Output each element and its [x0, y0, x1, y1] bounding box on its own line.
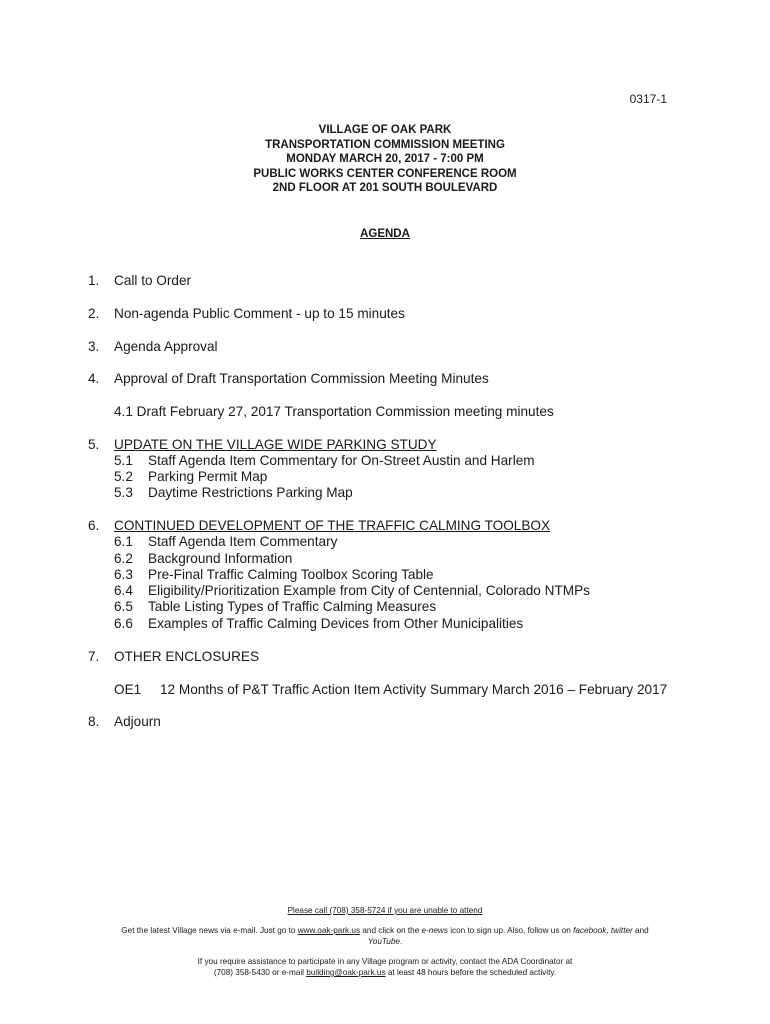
- item-number: 2.: [88, 306, 100, 321]
- meeting-header: [0, 123, 770, 196]
- news-line-2: [0, 936, 770, 947]
- subitem-text: Examples of Traffic Calming Devices from Other Municipalities: [148, 616, 524, 631]
- footer-news: [0, 925, 770, 947]
- subitem-number: 6.5: [114, 599, 133, 614]
- subitem-text: Table Listing Types of Traffic Calming Measures: [148, 599, 437, 614]
- twitter-text: twitter: [610, 926, 633, 935]
- news-text: Get the latest Village news via e-mail. Just go to: [121, 926, 298, 935]
- subitem-text: Eligibility/Prioritization Example from City of Centennial, Colorado NTMPs: [148, 583, 590, 598]
- item-text: Non-agenda Public Comment - up to 15 minutes: [114, 306, 405, 321]
- enclosure-text: 12 Months of P&T Traffic Action Item Activity Summary March 2016 – February 2017: [160, 682, 668, 697]
- item-text: UPDATE ON THE VILLAGE WIDE PARKING STUDY: [114, 437, 437, 452]
- subitem-text: Pre-Final Traffic Calming Toolbox Scoring Table: [148, 567, 434, 582]
- item-text: Call to Order: [114, 273, 192, 288]
- subitem-number: 6.2: [114, 551, 133, 566]
- item-text: Agenda Approval: [114, 339, 218, 354]
- header-line-3: MONDAY MARCH 20, 2017 - 7:00 PM: [286, 153, 484, 166]
- subitem-number: 5.1: [114, 453, 133, 468]
- enews-text: e-news: [421, 926, 448, 935]
- subitem-text: Parking Permit Map: [148, 469, 268, 484]
- subitem-number: 5.3: [114, 485, 133, 500]
- footer-ada: [0, 956, 770, 978]
- item-number: 6.: [88, 518, 100, 533]
- facebook-text: facebook: [573, 926, 607, 935]
- news-text: and click on the: [360, 926, 422, 935]
- item-number: 5.: [88, 437, 100, 452]
- subitem-number: 5.2: [114, 469, 133, 484]
- item-text: Adjourn: [114, 714, 161, 729]
- item-text: Approval of Draft Transportation Commission Meeting Minutes: [114, 371, 489, 386]
- news-text: and: [632, 926, 649, 935]
- header-line-5: 2ND FLOOR AT 201 SOUTH BOULEVARD: [272, 182, 498, 195]
- item-text: OTHER ENCLOSURES: [114, 649, 260, 664]
- footer-call-line: [0, 905, 770, 916]
- subitem-text: 4.1 Draft February 27, 2017 Transportation Commission meeting minutes: [114, 404, 554, 419]
- item-number: 7.: [88, 649, 100, 664]
- subitem-number: 6.3: [114, 567, 133, 582]
- item-text: CONTINUED DEVELOPMENT OF THE TRAFFIC CALMING TOOLBOX: [114, 518, 551, 533]
- item-number: 4.: [88, 371, 100, 386]
- item-number: 8.: [88, 714, 100, 729]
- news-text: icon to sign up. Also, follow us on: [447, 926, 574, 935]
- news-text: ,: [606, 926, 611, 935]
- subitem-number: 6.6: [114, 616, 133, 631]
- news-text: .: [399, 937, 403, 946]
- email-link[interactable]: building@oak-park.us: [306, 968, 386, 977]
- document-id: 0317-1: [629, 92, 667, 106]
- agenda-title: AGENDA: [360, 228, 410, 240]
- ada-text: (708) 358-5430 or e-mail: [213, 968, 307, 977]
- ada-line-2: [0, 967, 770, 978]
- subitem-number: 6.1: [114, 534, 133, 549]
- youtube-text: YouTube: [367, 937, 400, 946]
- website-link[interactable]: www.oak-park.us: [297, 926, 361, 935]
- subitem-text: Staff Agenda Item Commentary for On-Street Austin and Harlem: [148, 453, 535, 468]
- enclosure-code: OE1: [114, 682, 142, 697]
- call-line-text: Please call (708) 358-5724 if you are unable to attend: [287, 906, 483, 915]
- news-line-1: [0, 925, 770, 936]
- header-line-4: PUBLIC WORKS CENTER CONFERENCE ROOM: [253, 167, 517, 180]
- item-number: 3.: [88, 339, 100, 354]
- header-line-1: VILLAGE OF OAK PARK: [318, 124, 452, 136]
- subitem-text: Staff Agenda Item Commentary: [148, 534, 338, 549]
- header-line-2: TRANSPORTATION COMMISSION MEETING: [265, 138, 505, 151]
- subitem-text: Daytime Restrictions Parking Map: [148, 485, 353, 500]
- subitem-text: Background Information: [148, 551, 293, 566]
- ada-text: at least 48 hours before the scheduled activity.: [385, 968, 557, 977]
- ada-line-1: If you require assistance to participate in any Village program or activity, contact the ADA Coordinator at: [197, 957, 573, 966]
- subitem-number: 6.4: [114, 583, 133, 598]
- item-number: 1.: [88, 273, 100, 288]
